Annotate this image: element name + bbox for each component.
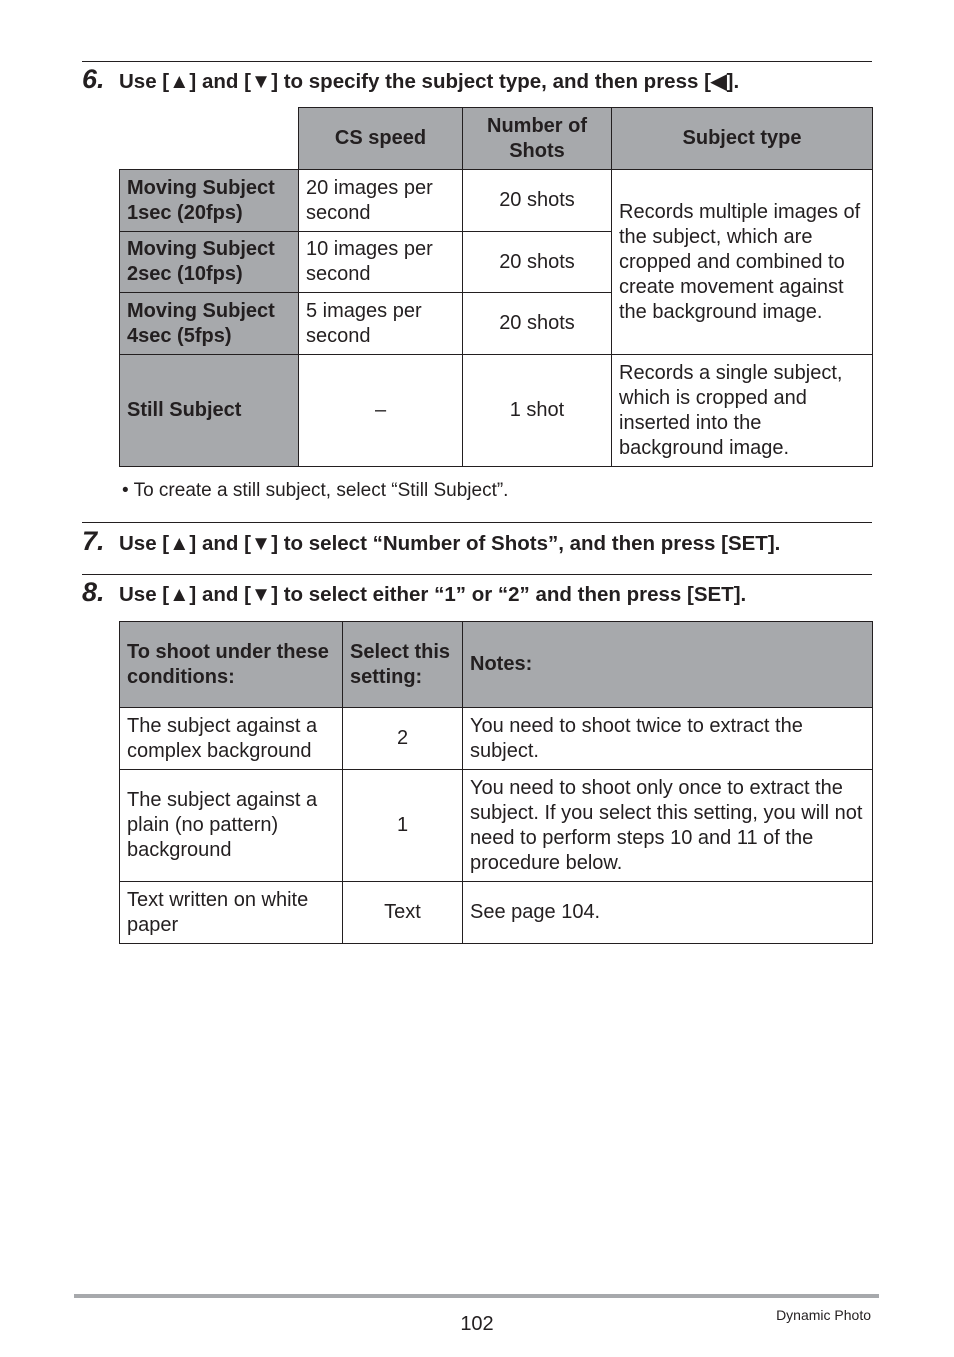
subject-type-table <box>119 107 873 467</box>
shots-cell: 1 shot <box>463 355 612 467</box>
step-8 <box>82 577 746 608</box>
step-7-text: Use [▲] and [▼] to select “Number of Shots”, and then press [SET]. <box>119 532 781 555</box>
cs-speed-cell: 20 images per second <box>299 170 463 232</box>
shooting-conditions-table <box>119 621 873 944</box>
notes-cell: You need to shoot twice to extract the subject. <box>463 708 873 770</box>
step-6-number: 6. <box>82 64 105 94</box>
notes-cell: See page 104. <box>463 882 873 944</box>
cs-speed-cell: – <box>299 355 463 467</box>
table-row <box>120 170 873 232</box>
step-6-divider <box>82 61 872 62</box>
setting-cell: 1 <box>343 770 463 882</box>
row-label: Moving Subject 4sec (5fps) <box>120 293 299 355</box>
setting-cell: 2 <box>343 708 463 770</box>
header-subject-type: Subject type <box>612 108 873 170</box>
moving-subject-type-cell: Records multiple images of the subject, which are cropped and combined to create movement against the background image. <box>612 170 873 355</box>
setting-cell: Text <box>343 882 463 944</box>
step-8-text: Use [▲] and [▼] to select either “1” or “2” and then press [SET]. <box>119 583 747 606</box>
header-blank-cell <box>120 108 299 170</box>
header-number-of-shots: Number of Shots <box>463 108 612 170</box>
condition-cell: Text written on white paper <box>120 882 343 944</box>
step-7-divider <box>82 522 872 523</box>
step-6 <box>82 64 739 95</box>
row-label: Moving Subject 1sec (20fps) <box>120 170 299 232</box>
table-row <box>120 770 873 882</box>
still-subject-note: • To create a still subject, select “Still Subject”. <box>122 480 509 501</box>
table-row <box>120 355 873 467</box>
condition-cell: The subject against a plain (no pattern) background <box>120 770 343 882</box>
table-row <box>120 882 873 944</box>
step-8-divider <box>82 574 872 575</box>
header-conditions: To shoot under these conditions: <box>120 622 343 708</box>
row-label: Still Subject <box>120 355 299 467</box>
header-notes: Notes: <box>463 622 873 708</box>
shots-cell: 20 shots <box>463 293 612 355</box>
step-7 <box>82 526 780 557</box>
page-number: 102 <box>460 1313 494 1335</box>
step-7-number: 7. <box>82 526 105 556</box>
section-title: Dynamic Photo <box>776 1307 871 1323</box>
condition-cell: The subject against a complex background <box>120 708 343 770</box>
row-label: Moving Subject 2sec (10fps) <box>120 232 299 293</box>
footer-divider <box>74 1294 879 1298</box>
cs-speed-cell: 5 images per second <box>299 293 463 355</box>
notes-cell: You need to shoot only once to extract the subject. If you select this setting, you will not need to perform steps 10 and 11 of the procedure below. <box>463 770 873 882</box>
table-row <box>120 708 873 770</box>
shots-cell: 20 shots <box>463 232 612 293</box>
still-subject-type-cell: Records a single subject, which is cropped and inserted into the background image. <box>612 355 873 467</box>
header-setting: Select this setting: <box>343 622 463 708</box>
step-8-number: 8. <box>82 577 105 607</box>
cs-speed-cell: 10 images per second <box>299 232 463 293</box>
step-6-text: Use [▲] and [▼] to specify the subject type, and then press [◀]. <box>119 70 740 93</box>
header-cs-speed: CS speed <box>299 108 463 170</box>
shots-cell: 20 shots <box>463 170 612 232</box>
